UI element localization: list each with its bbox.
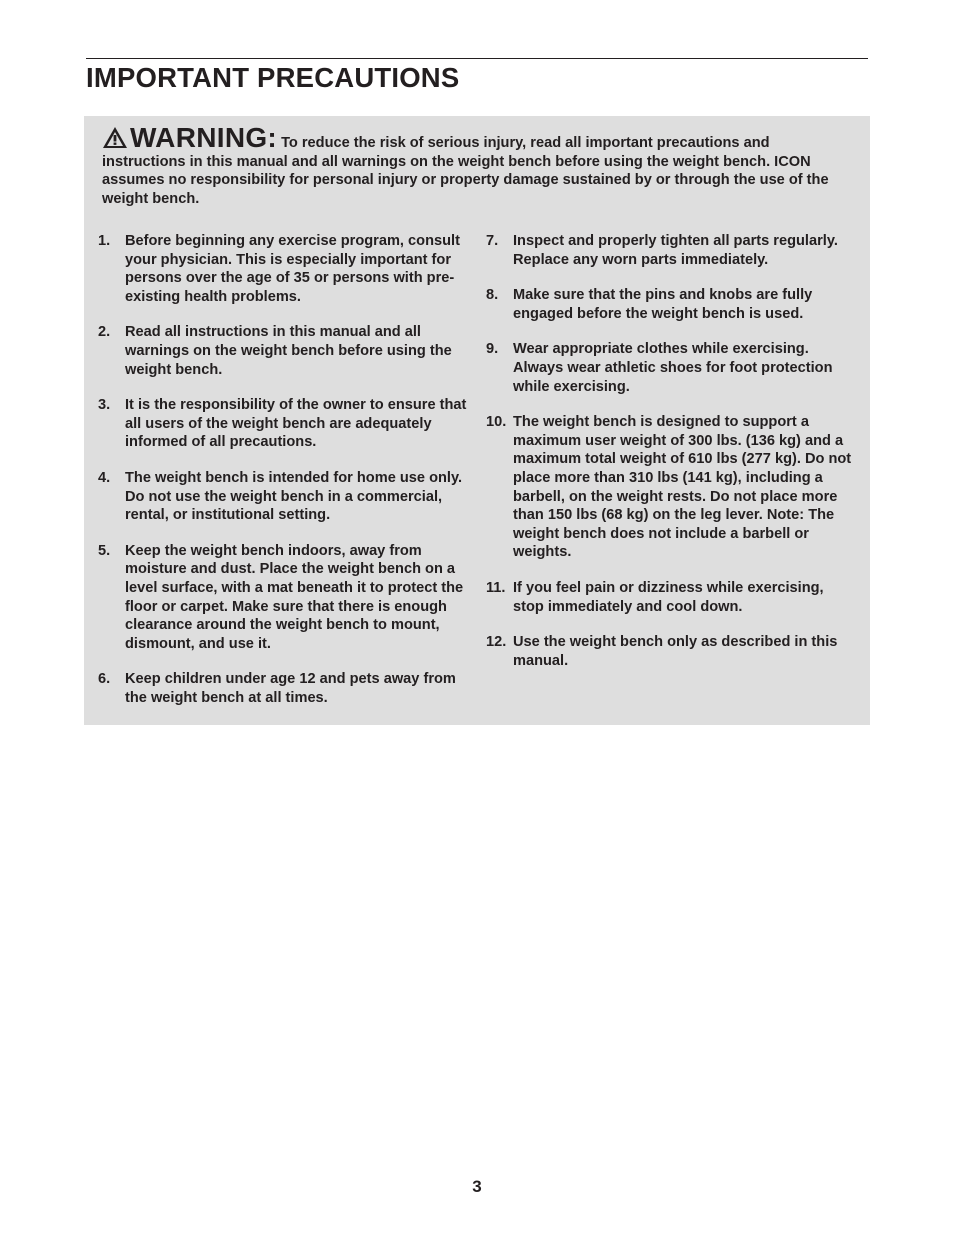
precautions-panel bbox=[84, 116, 870, 725]
item-text: Keep children under age 12 and pets away from the weight bench at all times. bbox=[125, 671, 456, 706]
item-text: Before beginning any exercise program, consult your physician. This is especially important for persons over the age of 35 or persons with pre-existing health problems. bbox=[125, 233, 460, 305]
precautions-list-left bbox=[98, 232, 470, 724]
list-item bbox=[98, 542, 470, 654]
item-text: Inspect and properly tighten all parts regularly. Replace any worn parts immediately. bbox=[513, 233, 838, 268]
item-number: 3. bbox=[98, 397, 111, 414]
precautions-list-right bbox=[486, 232, 858, 687]
warning-heading bbox=[102, 122, 281, 153]
item-text: Read all instructions in this manual and all warnings on the weight bench before using the weight bench. bbox=[125, 324, 452, 378]
top-rule bbox=[86, 58, 868, 59]
warning-label: WARNING: bbox=[130, 122, 278, 153]
item-text: If you feel pain or dizziness while exercising, stop immediately and cool down. bbox=[513, 579, 824, 615]
list-item bbox=[486, 232, 858, 269]
item-number: 8. bbox=[486, 287, 499, 304]
list-item bbox=[98, 396, 470, 452]
item-number: 2. bbox=[98, 324, 111, 341]
page-number: 3 bbox=[472, 1177, 482, 1196]
item-number: 6. bbox=[98, 671, 111, 688]
item-text: It is the responsibility of the owner to ensure that all users of the weight bench are adequately informed of all precautions. bbox=[125, 397, 467, 451]
page-title: IMPORTANT PRECAUTIONS bbox=[86, 62, 460, 93]
item-number: 9. bbox=[486, 341, 499, 358]
item-number: 1. bbox=[98, 233, 111, 249]
list-item bbox=[486, 413, 858, 562]
item-text: Use the weight bench only as described in this manual. bbox=[513, 634, 838, 669]
list-item bbox=[98, 469, 470, 525]
list-item bbox=[486, 633, 858, 670]
item-text: Make sure that the pins and knobs are fully engaged before the weight bench is used. bbox=[513, 287, 813, 322]
item-text: Wear appropriate clothes while exercising. Always wear athletic shoes for foot protection while exercising. bbox=[513, 341, 833, 395]
warning-block bbox=[102, 122, 832, 208]
item-text: Keep the weight bench indoors, away from moisture and dust. Place the weight bench on a level surface, with a mat beneath it to protect the floor or carpet. Make sure that there is enough clearance around the weight bench to mount, dismount, and use it. bbox=[125, 542, 464, 652]
item-number: 10. bbox=[486, 414, 507, 431]
item-number: 4. bbox=[98, 469, 111, 486]
item-number: 12. bbox=[486, 634, 507, 651]
list-item bbox=[486, 340, 858, 396]
list-item bbox=[98, 670, 470, 707]
list-item bbox=[98, 323, 470, 379]
warning-triangle-icon bbox=[102, 126, 128, 149]
item-text: The weight bench is intended for home use only. Do not use the weight bench in a commercial, rental, or institutional setting. bbox=[125, 469, 463, 524]
item-number: 11. bbox=[486, 579, 506, 596]
item-number: 5. bbox=[98, 542, 111, 559]
list-item bbox=[486, 286, 858, 323]
warning-text: To reduce the risk of serious injury, read all important precautions and instructions in this manual and all warnings on the weight bench before using the weight bench. ICON assumes no responsibility for personal injury or property damage sustained by or through the use of the weight bench. bbox=[102, 135, 829, 207]
item-number: 7. bbox=[486, 233, 499, 249]
item-text: The weight bench is designed to support a maximum user weight of 300 lbs. (136 kg) and a maximum total weight of 610 lbs (277 kg). Do not place more than 310 lbs (141 kg), including a barbell, on the weight rests. Do not place more than 150 lbs (68 kg) on the leg lever. Note: The weight bench does not include a barbell or weights. bbox=[513, 414, 852, 561]
list-item bbox=[486, 579, 858, 616]
list-item bbox=[98, 232, 470, 306]
